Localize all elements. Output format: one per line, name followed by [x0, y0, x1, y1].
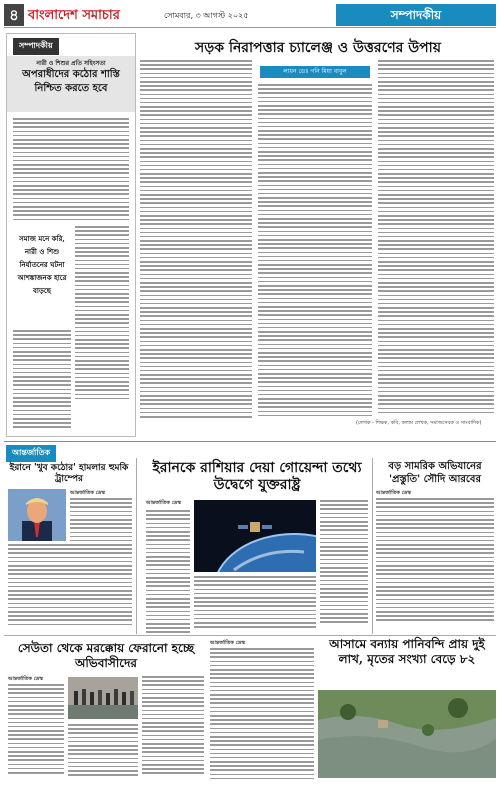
trump-photo: [8, 489, 66, 541]
column-divider: [372, 458, 373, 634]
sidebar-tag: সম্পাদকীয়: [13, 38, 59, 55]
row-divider: [4, 635, 496, 636]
sidebar-body-text-2: [75, 226, 129, 402]
military-kicker: আন্তর্জাতিক ডেস্ক: [376, 490, 411, 496]
editorial-sidebar: [6, 33, 136, 437]
editorial-title: সড়ক নিরাপত্তার চ্যালেঞ্জ ও উত্তরণের উপায়: [195, 40, 441, 56]
section-divider: [4, 441, 496, 442]
editorial-byline: লায়ন ডেঃ গনি মিয়া বাবুল: [260, 66, 370, 78]
sidebar-body-text: [13, 118, 129, 223]
paper-name: বাংলাদেশ সমাচার: [28, 8, 120, 23]
russia-body-col-2: [320, 500, 368, 626]
editorial-col-1: [140, 60, 252, 420]
ceuta-body-col-3: [142, 676, 204, 777]
trump-body-col-2: [8, 544, 132, 628]
ceuta-kicker: আন্তর্জাতিক ডেস্ক: [8, 676, 43, 682]
military-body: [376, 498, 494, 624]
editorial-col-3: [378, 60, 494, 416]
sidebar-title: অপরাধীদের কঠোর শাস্তি নিশ্চিত করতে হবে: [22, 69, 120, 94]
trump-kicker: আন্তর্জাতিক ডেস্ক: [70, 490, 105, 496]
russia-caption-text: [194, 576, 316, 630]
ceuta-headline: সেউতা থেকে মরক্কোয় ফেরানো হচ্ছে অভিবাসীদের: [17, 641, 195, 670]
russia-headline: ইরানকে রাশিয়ার দেয়া গোয়েন্দা তথ্যে উদ্বেগে যুক্তরাষ্ট্র: [152, 460, 362, 493]
editorial-col-2: [258, 84, 372, 419]
trump-body-col-1: [70, 498, 132, 544]
military-headline: বড় সামরিক অভিযানের 'প্রস্তুতি' সৌদি আরবের: [388, 461, 482, 485]
header-divider: [4, 27, 496, 28]
page-header: [4, 4, 496, 26]
paper-logo: [28, 4, 120, 26]
flood-photo: [318, 690, 496, 778]
ceuta-body-col-1: [8, 684, 64, 776]
editorial-credit: (লেখক - শিক্ষক, কবি, কলাম লেখক, সমাজসেবক ও সাংবাদিক): [356, 420, 482, 426]
sidebar-pull-quote: সমাজ মনে করি, নারী ও শিশু নির্যাতনের ঘটনা আশঙ্কাজনক হারে বাড়ছে: [17, 234, 67, 295]
page-number: ৪: [4, 4, 24, 26]
international-tag: আন্তর্জাতিক: [6, 445, 56, 462]
column-divider: [136, 458, 137, 634]
migrants-photo: [68, 677, 138, 719]
assam-body-col-1: [210, 648, 314, 782]
russia-body-col-1: [146, 510, 190, 636]
ceuta-body-col-2: [68, 724, 138, 778]
assam-kicker: আন্তর্জাতিক ডেস্ক: [210, 640, 245, 646]
satellite-photo: [194, 500, 316, 572]
sidebar-body-text-3: [13, 330, 71, 431]
trump-headline: ইরানে 'খুব কঠোর' হামলার হুমকি ট্রাম্পের: [9, 463, 129, 484]
issue-date: সোমবার, ৩ আগস্ট ২০২৫: [164, 11, 249, 20]
section-title: সম্পাদকীয়: [336, 4, 496, 26]
sidebar-kicker: নারী ও শিশুর প্রতি সহিংসতা: [36, 60, 106, 67]
assam-headline: আসামে বন্যায় পানিবন্দি প্রায় দুই লাখ, মৃতের সংখ্যা বেড়ে ৮২: [329, 637, 485, 666]
sidebar-headline-band: [7, 56, 135, 112]
russia-kicker: আন্তর্জাতিক ডেস্ক: [146, 500, 181, 506]
